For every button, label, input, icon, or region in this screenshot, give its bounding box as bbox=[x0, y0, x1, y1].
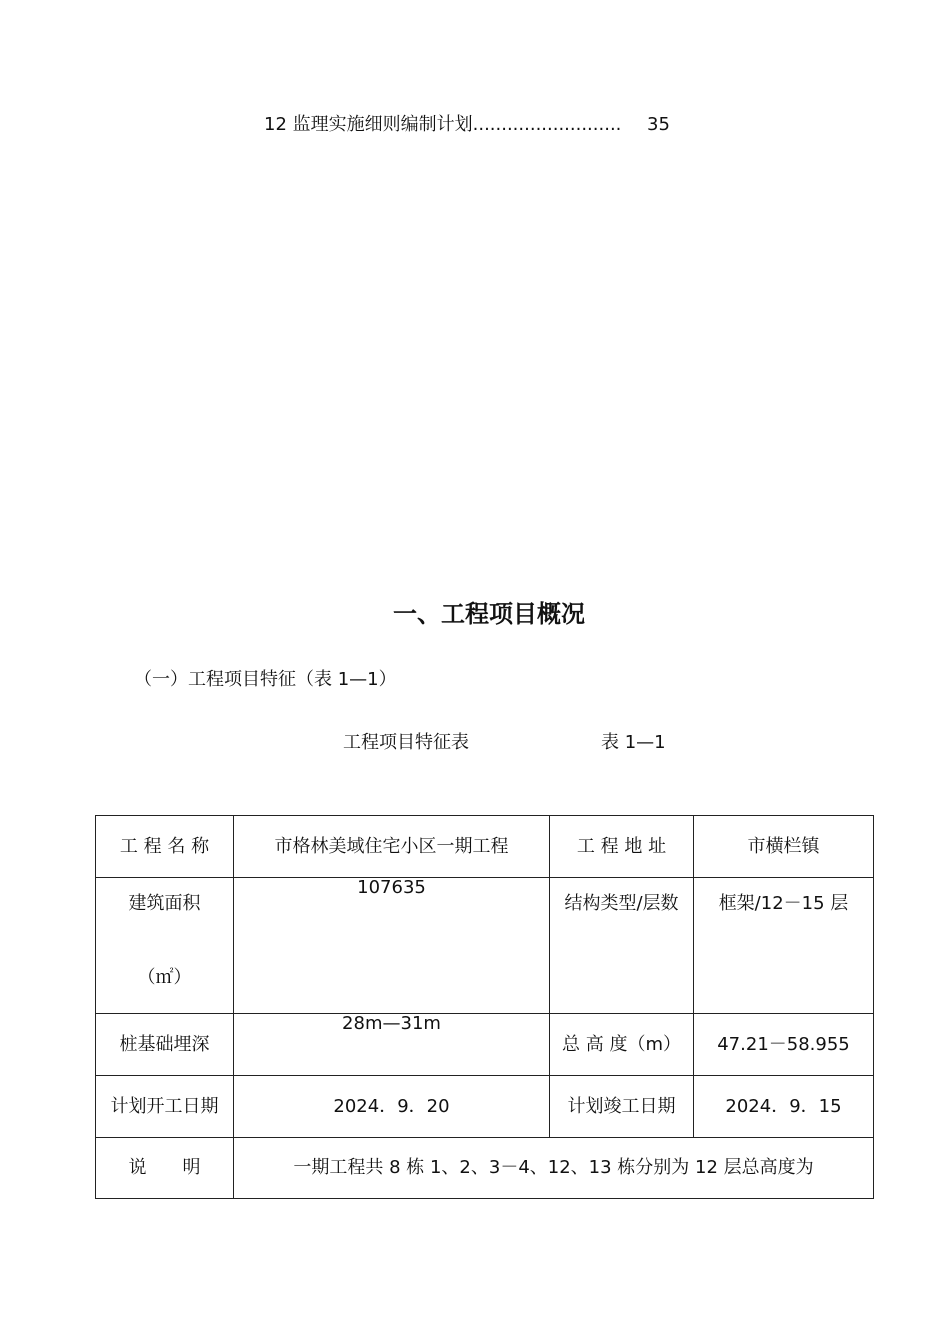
table-row bbox=[96, 878, 874, 1014]
toc-entry bbox=[264, 114, 670, 136]
area-unit: （㎡） bbox=[137, 967, 192, 988]
note-label: 说 明 bbox=[96, 1138, 234, 1199]
finish-date-label: 计划竣工日期 bbox=[550, 1076, 694, 1138]
address-label: 工 程 地 址 bbox=[550, 816, 694, 878]
area-label-cell bbox=[96, 878, 234, 1014]
area-value: 107635 bbox=[357, 877, 426, 898]
start-date-value: 2024．9．20 bbox=[234, 1076, 550, 1138]
pile-depth-value: 28m—31m bbox=[342, 1013, 441, 1034]
note-value: 一期工程共 8 栋 1、2、3－4、12、13 栋分别为 12 层总高度为 bbox=[234, 1138, 874, 1199]
structure-value-cell bbox=[694, 878, 874, 1014]
table-caption-title: 工程项目特征表 bbox=[343, 732, 469, 753]
pile-depth-label: 桩基础埋深 bbox=[96, 1014, 234, 1076]
section-heading: 一、工程项目概况 bbox=[393, 600, 585, 628]
toc-leader-dots: .......................... bbox=[472, 114, 622, 135]
project-name-label: 工 程 名 称 bbox=[96, 816, 234, 878]
project-features-table bbox=[95, 815, 874, 1199]
subsection-heading: （一）工程项目特征（表 1—1） bbox=[134, 669, 397, 690]
structure-label-cell bbox=[550, 878, 694, 1014]
toc-entry-title: 12 监理实施细则编制计划 bbox=[264, 114, 473, 135]
area-value-cell bbox=[234, 878, 550, 1014]
height-value: 47.21－58.955 bbox=[694, 1014, 874, 1076]
height-label: 总 高 度（m） bbox=[550, 1014, 694, 1076]
structure-value: 框架/12－15 层 bbox=[718, 893, 849, 914]
finish-date-value: 2024．9．15 bbox=[694, 1076, 874, 1138]
table-row bbox=[96, 816, 874, 878]
table-row bbox=[96, 1138, 874, 1199]
table-row bbox=[96, 1076, 874, 1138]
address-value: 市横栏镇 bbox=[694, 816, 874, 878]
area-label: 建筑面积 bbox=[128, 893, 201, 914]
toc-page-number: 35 bbox=[647, 114, 670, 135]
project-name-value: 市格林美域住宅小区一期工程 bbox=[234, 816, 550, 878]
table-caption-number: 表 1—1 bbox=[601, 732, 666, 753]
table-row bbox=[96, 1014, 874, 1076]
structure-label: 结构类型/层数 bbox=[564, 893, 679, 914]
pile-depth-cell bbox=[234, 1014, 550, 1076]
start-date-label: 计划开工日期 bbox=[96, 1076, 234, 1138]
